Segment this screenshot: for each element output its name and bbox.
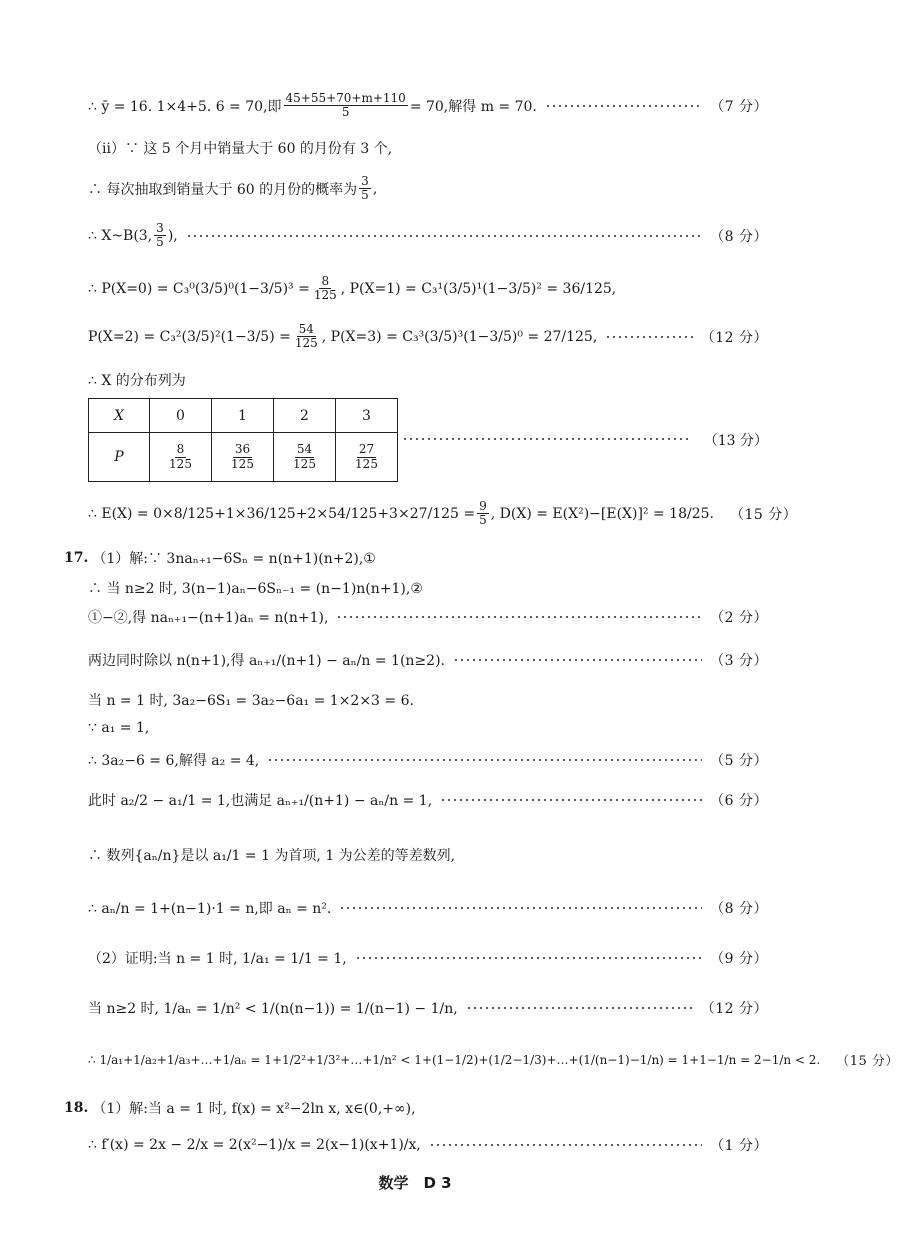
- score: （9 分）: [710, 951, 768, 967]
- score: （3 分）: [710, 653, 768, 669]
- score: （8 分）: [710, 228, 768, 245]
- fraction: $\frac{9}{5}$: [479, 499, 487, 528]
- solution-line-14: ∵ a₁ = 1,: [88, 720, 150, 736]
- solution-line-7: ∴ X 的分布列为: [88, 373, 186, 389]
- fraction: $\frac{45+55+70+m+110}{5}$: [285, 91, 406, 120]
- solution-line-11: ①−②,得 naₙ₊₁−(n+1)aₙ = n(n+1), （2 分）: [88, 607, 768, 627]
- solution-line-23: ∴ f′(x) = 2x − 2/x = 2(x²−1)/x = 2(x−1)(x+1)/x, （1 分）: [88, 1137, 768, 1154]
- solution-line-2: （ⅱ）∵ 这 5 个月中销量大于 60 的月份有 3 个,: [88, 141, 393, 157]
- solution-line-18: ∴ aₙ/n = 1+(n−1)·1 = n,即 aₙ = n². （8 分）: [88, 898, 768, 918]
- score: （5 分）: [710, 753, 768, 769]
- leader-dots: [186, 235, 702, 237]
- solution-line-6: P(X=2) = C₃²(3/5)²(1−3/5) = $\frac{54}{125}$ , P(X=3) = C₃³(3/5)³(1−3/5)⁰ = 27/125, （12 分）: [88, 322, 768, 351]
- table-cell: 3: [336, 399, 398, 433]
- score: （1 分）: [710, 1138, 768, 1154]
- solution-line-10: ∴ 当 n≥2 时, 3(n−1)aₙ−6Sₙ₋₁ = (n−1)n(n+1),②: [88, 581, 423, 597]
- leader-dots: [402, 438, 690, 440]
- leader-dots: [429, 1144, 702, 1146]
- problem-number: 17.: [64, 550, 89, 566]
- score: （12 分）: [700, 329, 768, 346]
- leader-dots: [336, 616, 702, 618]
- score: （7 分）: [710, 98, 768, 115]
- problem-number: 18.: [64, 1100, 89, 1116]
- solution-line-21: ∴ 1/a₁+1/a₂+1/a₃+…+1/aₙ = 1+1/2²+1/3²+…+1/n² < 1+(1−1/2)+(1/2−1/3)+…+(1/(n−1)−1/n) = 1+1−1/n = 2−1/n < 2. （15 分）: [88, 1050, 768, 1069]
- solution-line-5: ∴ P(X=0) = C₃⁰(3/5)⁰(1−3/5)³ = $\frac{8}{125}$ , P(X=1) = C₃¹(3/5)¹(1−3/5)² = 36/125,: [88, 274, 617, 303]
- table-cell: P: [89, 433, 150, 482]
- solution-line-13: 当 n = 1 时, 3a₂−6S₁ = 3a₂−6a₁ = 1×2×3 = 6.: [88, 693, 414, 709]
- fraction: $\frac{3}{5}$: [156, 221, 164, 250]
- table-cell: $\frac{27}{125}$: [336, 433, 398, 482]
- leader-dots: [545, 105, 702, 107]
- leader-dots: [440, 799, 702, 801]
- fraction: $\frac{3}{5}$: [361, 174, 369, 203]
- solution-line-19: （2）证明:当 n = 1 时, 1/a₁ = 1/1 = 1, （9 分）: [88, 948, 768, 968]
- solution-line-16: 此时 a₂/2 − a₁/1 = 1,也满足 aₙ₊₁/(n+1) − aₙ/n = 1, （6 分）: [88, 790, 768, 810]
- table-cell: $\frac{36}{125}$: [212, 433, 274, 482]
- score: （15 分）: [729, 506, 798, 523]
- leader-dots: [466, 1007, 693, 1009]
- table-cell: 2: [274, 399, 336, 433]
- distribution-table: [88, 398, 398, 482]
- table-cell: $\frac{8}{125}$: [150, 433, 212, 482]
- table-cell: 0: [150, 399, 212, 433]
- score: （6 分）: [710, 793, 768, 809]
- solution-line-17: ∴ 数列{aₙ/n}是以 a₁/1 = 1 为首项, 1 为公差的等差数列,: [88, 848, 456, 864]
- leader-dots: [605, 336, 692, 338]
- solution-line-12: 两边同时除以 n(n+1),得 aₙ₊₁/(n+1) − aₙ/n = 1(n≥2). （3 分）: [88, 650, 768, 670]
- fraction: $\frac{8}{125}$: [313, 274, 337, 303]
- solution-line-1: ∴ ȳ = 16. 1×4+5. 6 = 70,即 $\frac{45+55+70+m+110}{5}$ = 70,解得 m = 70. （7 分）: [88, 91, 768, 120]
- problem-17-line-1: 17. （1）解:∵ 3naₙ₊₁−6Sₙ = n(n+1)(n+2),①: [64, 550, 376, 567]
- page-footer: 数学 D 3: [378, 1174, 452, 1192]
- leader-dots: [339, 907, 702, 909]
- problem-18-line-1: 18. （1）解:当 a = 1 时, f(x) = x²−2ln x, x∈(0,+∞),: [64, 1100, 416, 1117]
- score: （8 分）: [710, 901, 768, 917]
- table-cell: 1: [212, 399, 274, 433]
- score: （2 分）: [710, 610, 768, 626]
- leader-dots: [453, 659, 702, 661]
- solution-line-20: 当 n≥2 时, 1/aₙ = 1/n² < 1/(n(n−1)) = 1/(n−1) − 1/n, （12 分）: [88, 998, 768, 1018]
- solution-line-3: ∴ 每次抽取到销量大于 60 的月份的概率为 $\frac{3}{5}$ ,: [88, 174, 378, 203]
- score: （12 分）: [700, 1001, 768, 1017]
- table-cell: $\frac{54}{125}$: [274, 433, 336, 482]
- leader-dots: [267, 759, 702, 761]
- solution-line-8: ∴ E(X) = 0×8/125+1×36/125+2×54/125+3×27/125 = $\frac{9}{5}$ , D(X) = E(X²)−[E(X)]² = 18/25. （15 分）: [88, 499, 798, 528]
- table-header-row: [89, 399, 398, 433]
- fraction: $\frac{54}{125}$: [294, 322, 318, 351]
- leader-dots: [355, 957, 702, 959]
- solution-line-4: ∴ X~B(3, $\frac{3}{5}$ ), （8 分）: [88, 221, 768, 250]
- table-row: [89, 433, 398, 482]
- table-cell: X: [89, 399, 150, 433]
- score: （13 分）: [703, 433, 768, 449]
- score: （15 分）: [836, 1054, 899, 1069]
- solution-line-15: ∴ 3a₂−6 = 6,解得 a₂ = 4, （5 分）: [88, 750, 768, 770]
